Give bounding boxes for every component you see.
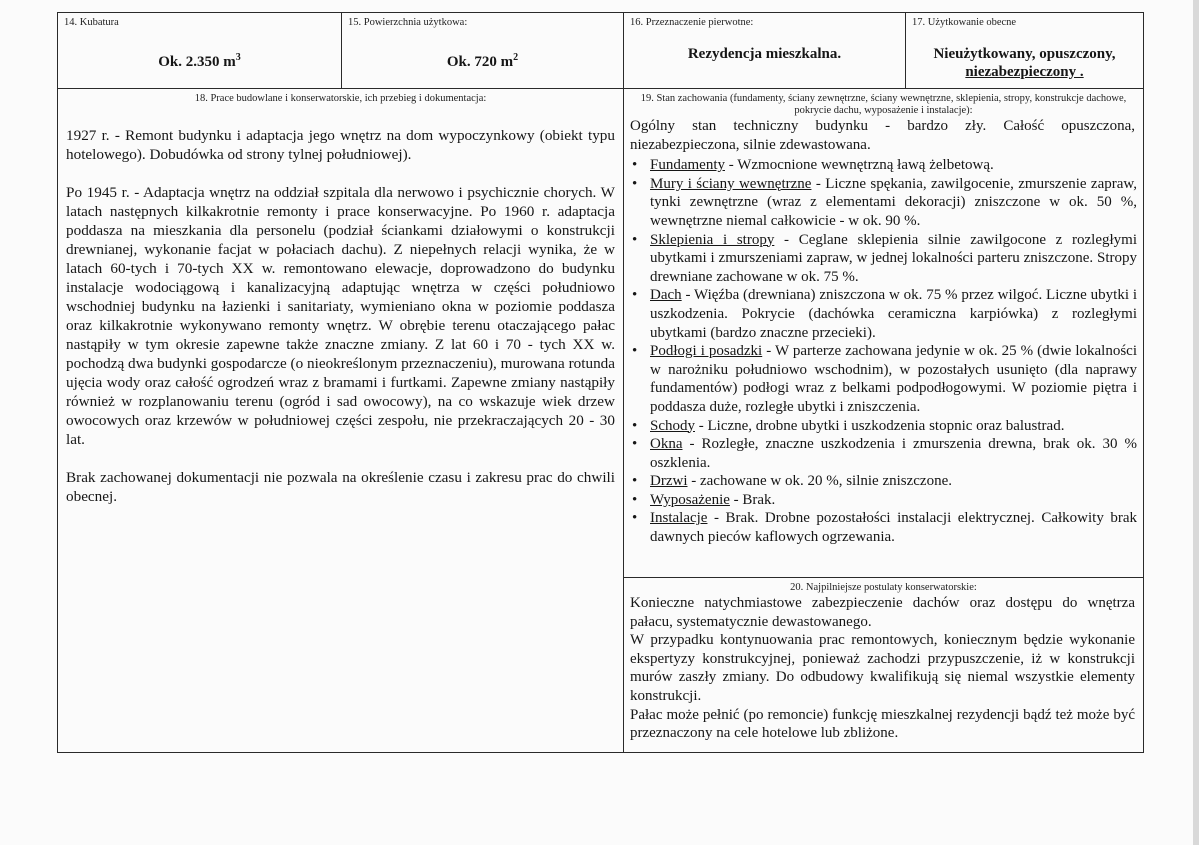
paragraph: 1927 r. - Remont budynku i adaptacja jego wnętrz na dom wypoczynkowy (obiekt typu hotelowego). Dobudówka od strony tylnej południowej). (66, 127, 615, 163)
field-value: Ok. 2.350 $m^3$ (158, 52, 241, 70)
field-label: 17. Użytkowanie obecne (912, 17, 1017, 28)
condition-list (624, 156, 1143, 546)
list-item: • Dach - Więźba (drewniana) zniszczona w ok. 75 % przez wilgoć. Liczne ubytki i uszkodzenia. Pokrycie (dachówka ceramiczna karpiówka) z rozległymi ubytkami (bardzo znaczne przecieki). (630, 286, 1137, 342)
document-sheet (57, 12, 1143, 753)
list-item: • Fundamenty - Wzmocnione wewnętrzną ławą żelbetową. (630, 156, 1137, 175)
list-item: • Wyposażenie - Brak. (630, 491, 1137, 510)
section-19 (624, 89, 1144, 578)
section-label: 20. Najpilniejsze postulaty konserwatorskie: (790, 582, 977, 593)
paragraph: Pałac może pełnić (po remoncie) funkcję mieszkalnej rezydencji bądź też może być przeznaczony na cele hotelowe lub zbliżone. (630, 706, 1135, 742)
paragraph: W przypadku kontynuowania prac remontowych, koniecznym będzie wykonanie ekspertyzy konstrukcyjnej, ponieważ zachodzi przypuszczenie, iż w konstrukcji murów zaszły zmiany. Do odbudowy kwalifikują się niemal wszystkie elementy konstrukcji. (630, 632, 1135, 704)
paragraph: Po 1945 r. - Adaptacja wnętrz na oddział szpitala dla nerwowo i psychicznie chorych. W latach następnych kilkakrotnie remonty i prace konserwacyjne. Po 1960 r. adaptacja poddasza na mieszkania dla personelu (podział ściankami działowymi o konstrukcji drewnianej, wykonanie facjat w połaciach dachu). Z niepełnych relacji wynika, że w latach 60-tych i 70-tych XX w. remontowano elewacje, doprowadzono do budynku instalacje wodociągową i kanalizacyjną adaptując wnętrza w części południowo wschodniej budynku na łazienki i sanitariaty, wymieniano okna w poziomie poddasza oraz kilkakrotnie wykonywano remonty wnętrz. W obrębie terenu otaczającego pałac nastąpiły w tym okresie zapewne także znaczne zmiany. Z lat 60 i 70 - tych XX w. pochodzą dwa budynki gospodarcze (o nieokreślonym przeznaczeniu), murowana rotunda ujęcia wody oraz całość ogrodzeń wraz z bramami i furtkami. Zapewne zmiany nastąpiły również w rozplanowaniu terenu (ogród i sad owocowy), na co wskazuje wiek drzew owocowych oraz krzewów w południowej części zespołu, nie przekraczających 20 - 30 lat. (66, 184, 615, 448)
field-label: 16. Przeznaczenie pierwotne: (630, 17, 754, 28)
list-item: • Okna - Rozległe, znaczne uszkodzenia i zmurszenia drewna, brak ok. 30 % oszklenia. (630, 435, 1137, 472)
field-value: Rezydencja mieszkalna. (687, 46, 842, 62)
scan-edge (1193, 0, 1199, 845)
section-20-body (624, 594, 1143, 745)
section-19-intro: Ogólny stan techniczny budynku - bardzo zły. Całość opuszczona, niezabezpieczona, silnie zdewastowana. (630, 118, 1135, 153)
field-label: 15. Powierzchnia użytkowa: (348, 17, 468, 28)
list-item: • Instalacje - Brak. Drobne pozostałości instalacji elektrycznej. Całkowity brak dawnych pieców kaflowych ogrzewania. (630, 509, 1137, 546)
field-value: Ok. 720 $m^2$ (446, 52, 519, 70)
section-20 (624, 578, 1144, 753)
cell-kubatura (58, 13, 342, 89)
section-label: 18. Prace budowlane i konserwatorskie, ich przebieg i dokumentacja: (194, 93, 487, 104)
section-label: 19. Stan zachowania (fundamenty, ściany zewnętrzne, ściany wewnętrzne, sklepienia, stropy, konstrukcje dachowe, pokrycie dachu, wyposażenie i instalacje): (640, 93, 1127, 116)
list-item: • Podłogi i posadzki - W parterze zachowana jedynie w ok. 25 % (dwie lokalności w narożniku południowo wschodnim), w pozostałych usunięto (dla naprawy fundamentów) podłogi wraz z belkami podpodłogowymi. W poziomie piętra i poddasza duże, rozległe ubytki i zniszczenia. (630, 342, 1137, 416)
list-item: • Schody - Liczne, drobne ubytki i uszkodzenia stopnic oraz balustrad. (630, 417, 1137, 436)
paragraph: Brak zachowanej dokumentacji nie pozwala na określenie czasu i zakresu prac do chwili obecnej. (66, 469, 615, 505)
list-item: • Sklepienia i stropy - Ceglane sklepienia silnie zawilgocone z rozległymi ubytkami i zmurszeniami zapraw, w jednej lokalności parteru zniszczone. Stropy drewniane zachowane w ok. 75 %. (630, 231, 1137, 287)
field-label: 14. Kubatura (64, 17, 119, 28)
field-value: Nieużytkowany, opuszczony, niezabezpieczony . (933, 46, 1116, 80)
cell-uzytkowanie (906, 13, 1144, 89)
paragraph: Konieczne natychmiastowe zabezpieczenie dachów oraz dostępu do wnętrza pałacu, systematycznie dewastowanego. (630, 595, 1135, 630)
cell-powierzchnia (342, 13, 624, 89)
cell-przeznaczenie (624, 13, 906, 89)
list-item: • Mury i ściany wewnętrzne - Liczne spękania, zawilgocenie, zmurszenie zapraw, tynki zewnętrzne (wraz z elementami dekoracji) zniszczone w ok. 50 %, wewnętrzne niemal całkowicie - w ok. 90 %. (630, 175, 1137, 231)
record-table (57, 12, 1144, 753)
list-item: • Drzwi - zachowane w ok. 20 %, silnie zniszczone. (630, 472, 1137, 491)
section-18-body (58, 126, 623, 506)
section-18 (58, 89, 624, 753)
